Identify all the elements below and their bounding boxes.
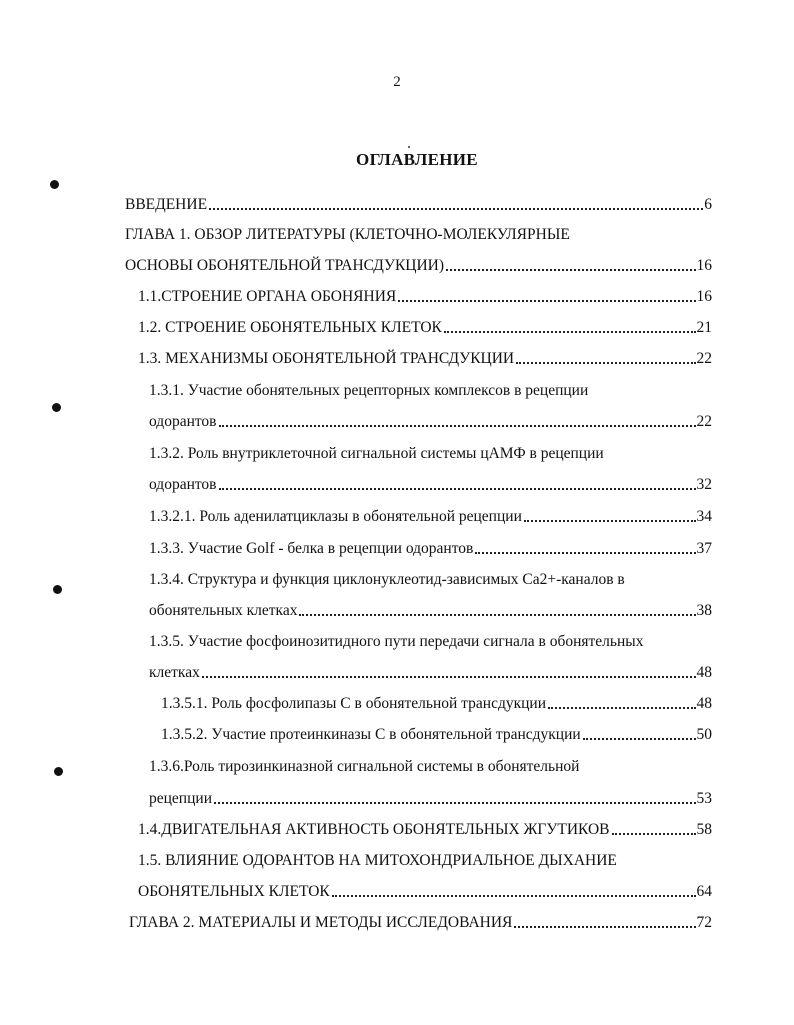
toc-entry-1-3-6 [149, 754, 712, 776]
toc-entry-title: 1.3.5.1. Роль фосфолипазы С в обонятельной трансдукции [161, 695, 546, 712]
punch-mark [50, 180, 59, 189]
dot-leader [202, 658, 696, 678]
dot-leader [446, 251, 695, 271]
toc-entry-title: 1.3.4. Структура и функция циклонуклеотид-зависимых Са2+-каналов в [149, 571, 625, 588]
toc-entry-page: 34 [696, 508, 712, 525]
dot-leader [548, 689, 696, 709]
dot-leader [516, 344, 695, 364]
toc-entry-title: 1.3.6.Роль тирозинкиназной сигнальной системы в обонятельной [149, 758, 580, 775]
toc-entry-1-4 [138, 817, 712, 839]
toc-entry-page: 16 [696, 257, 712, 274]
toc-entry-title: рецепции [149, 790, 212, 807]
dot-leader [299, 596, 695, 616]
dot-leader [475, 534, 695, 554]
toc-entry-1-2 [138, 315, 712, 337]
toc-entry-title: 1.4.ДВИГАТЕЛЬНАЯ АКТИВНОСТЬ ОБОНЯТЕЛЬНЫХ ЖГУТИКОВ [138, 821, 610, 838]
dot-leader [219, 470, 696, 490]
toc-entry-1-5-cont [138, 879, 712, 901]
toc-entry-1-3-2-1 [149, 504, 712, 526]
punch-mark [52, 403, 61, 412]
toc-entry-1-3-4 [149, 567, 712, 589]
toc-entry-title: одорантов [149, 476, 217, 493]
toc-entry-title: ГЛАВА 1. ОБЗОР ЛИТЕРАТУРЫ (КЛЕТОЧНО-МОЛЕКУЛЯРНЫЕ [125, 226, 570, 243]
toc-entry-1-3-4-cont [149, 598, 712, 620]
dot-leader [214, 784, 696, 804]
dot-leader [514, 908, 695, 928]
dot-leader [332, 877, 696, 897]
toc-entry-title: 1.3.3. Участие Golf - белка в рецепции одорантов [149, 540, 474, 557]
toc-entry-page: 53 [696, 790, 712, 807]
toc-entry-1-5 [138, 848, 712, 870]
toc-entry-title: 1.5. ВЛИЯНИЕ ОДОРАНТОВ НА МИТОХОНДРИАЛЬНОЕ ДЫХАНИЕ [138, 852, 617, 869]
toc-entry-title: 1.3.5.2. Участие протеинкиназы С в обонятельной трансдукции [161, 726, 581, 743]
toc-entry-title: 1.3. МЕХАНИЗМЫ ОБОНЯТЕЛЬНОЙ ТРАНСДУКЦИИ [138, 350, 515, 367]
toc-entry-page: 16 [696, 288, 712, 305]
dot-leader [219, 407, 696, 427]
toc-entry-page: 6 [704, 196, 712, 213]
toc-entry-1-3-5-2 [161, 722, 712, 744]
toc-entry-1-1 [138, 284, 712, 306]
toc-entry-1-3-5 [149, 629, 712, 651]
toc-entry-title: ВВЕДЕНИЕ [125, 196, 208, 213]
punch-mark [53, 585, 62, 594]
toc-entry-chapter-2 [129, 910, 712, 932]
speck [408, 146, 410, 148]
toc-entry-title: клетках [149, 664, 200, 681]
toc-entry-page: 48 [696, 695, 712, 712]
toc-entry-1-3-1 [149, 378, 712, 400]
dot-leader [398, 282, 695, 302]
toc-entry-chapter-1 [125, 222, 712, 244]
dot-leader [612, 815, 696, 835]
toc-entry-title: обонятельных клетках [149, 602, 298, 619]
toc-entry-1-3-5-cont [149, 660, 712, 682]
toc-entry-title: 1.3.2.1. Роль аденилатциклазы в обонятельной рецепции [149, 508, 522, 525]
toc-entry-page: 64 [696, 883, 712, 900]
page-title: ОГЛАВЛЕНИЕ [356, 150, 478, 169]
toc-entry-title: 1.3.2. Роль внутриклеточной сигнальной системы цАМФ в рецепции [149, 445, 604, 462]
toc-entry-title: 1.3.1. Участие обонятельных рецепторных комплексов в рецепции [149, 382, 589, 399]
toc-entry-1-3-6-cont [149, 786, 712, 808]
toc-entry-page: 48 [696, 664, 712, 681]
dot-leader [583, 720, 696, 740]
toc-entry-page: 50 [696, 726, 712, 743]
toc-entry-1-3-1-cont [149, 409, 712, 431]
dot-leader [209, 190, 703, 210]
page-number: 2 [393, 74, 401, 90]
toc-entry-page: 22 [696, 413, 712, 430]
toc-entry-page: 72 [696, 914, 712, 931]
dot-leader [444, 313, 696, 333]
toc-entry-page: 22 [696, 350, 712, 367]
toc-entry-1-3 [138, 346, 712, 368]
toc-entry-page: 37 [696, 540, 712, 557]
toc-entry-1-3-2-cont [149, 472, 712, 494]
punch-mark [54, 767, 63, 776]
toc-entry-page: 21 [696, 319, 712, 336]
toc-entry-1-3-5-1 [161, 691, 712, 713]
toc-entry-title: 1.1.СТРОЕНИЕ ОРГАНА ОБОНЯНИЯ [138, 288, 397, 305]
toc-entry-page: 38 [696, 602, 712, 619]
toc-entry-title: 1.3.5. Участие фосфоинозитидного пути передачи сигнала в обонятельных [149, 633, 644, 650]
toc-entry-title: ОБОНЯТЕЛЬНЫХ КЛЕТОК [138, 883, 330, 900]
toc-entry-title: ОСНОВЫ ОБОНЯТЕЛЬНОЙ ТРАНСДУКЦИИ) [125, 257, 445, 274]
toc-entry-1-3-3 [149, 536, 712, 558]
toc-entry-title: ГЛАВА 2. МАТЕРИАЛЫ И МЕТОДЫ ИССЛЕДОВАНИЯ [129, 914, 513, 931]
toc-entry-page: 32 [696, 476, 712, 493]
toc-entry-page: 58 [696, 821, 712, 838]
toc-entry-1-3-2 [149, 441, 712, 463]
toc-entry-title: 1.2. СТРОЕНИЕ ОБОНЯТЕЛЬНЫХ КЛЕТОК [138, 319, 442, 336]
toc-entry-title: одорантов [149, 413, 217, 430]
toc-entry-introduction [125, 192, 712, 214]
dot-leader [524, 502, 696, 522]
toc-entry-chapter-1-cont [125, 253, 712, 275]
